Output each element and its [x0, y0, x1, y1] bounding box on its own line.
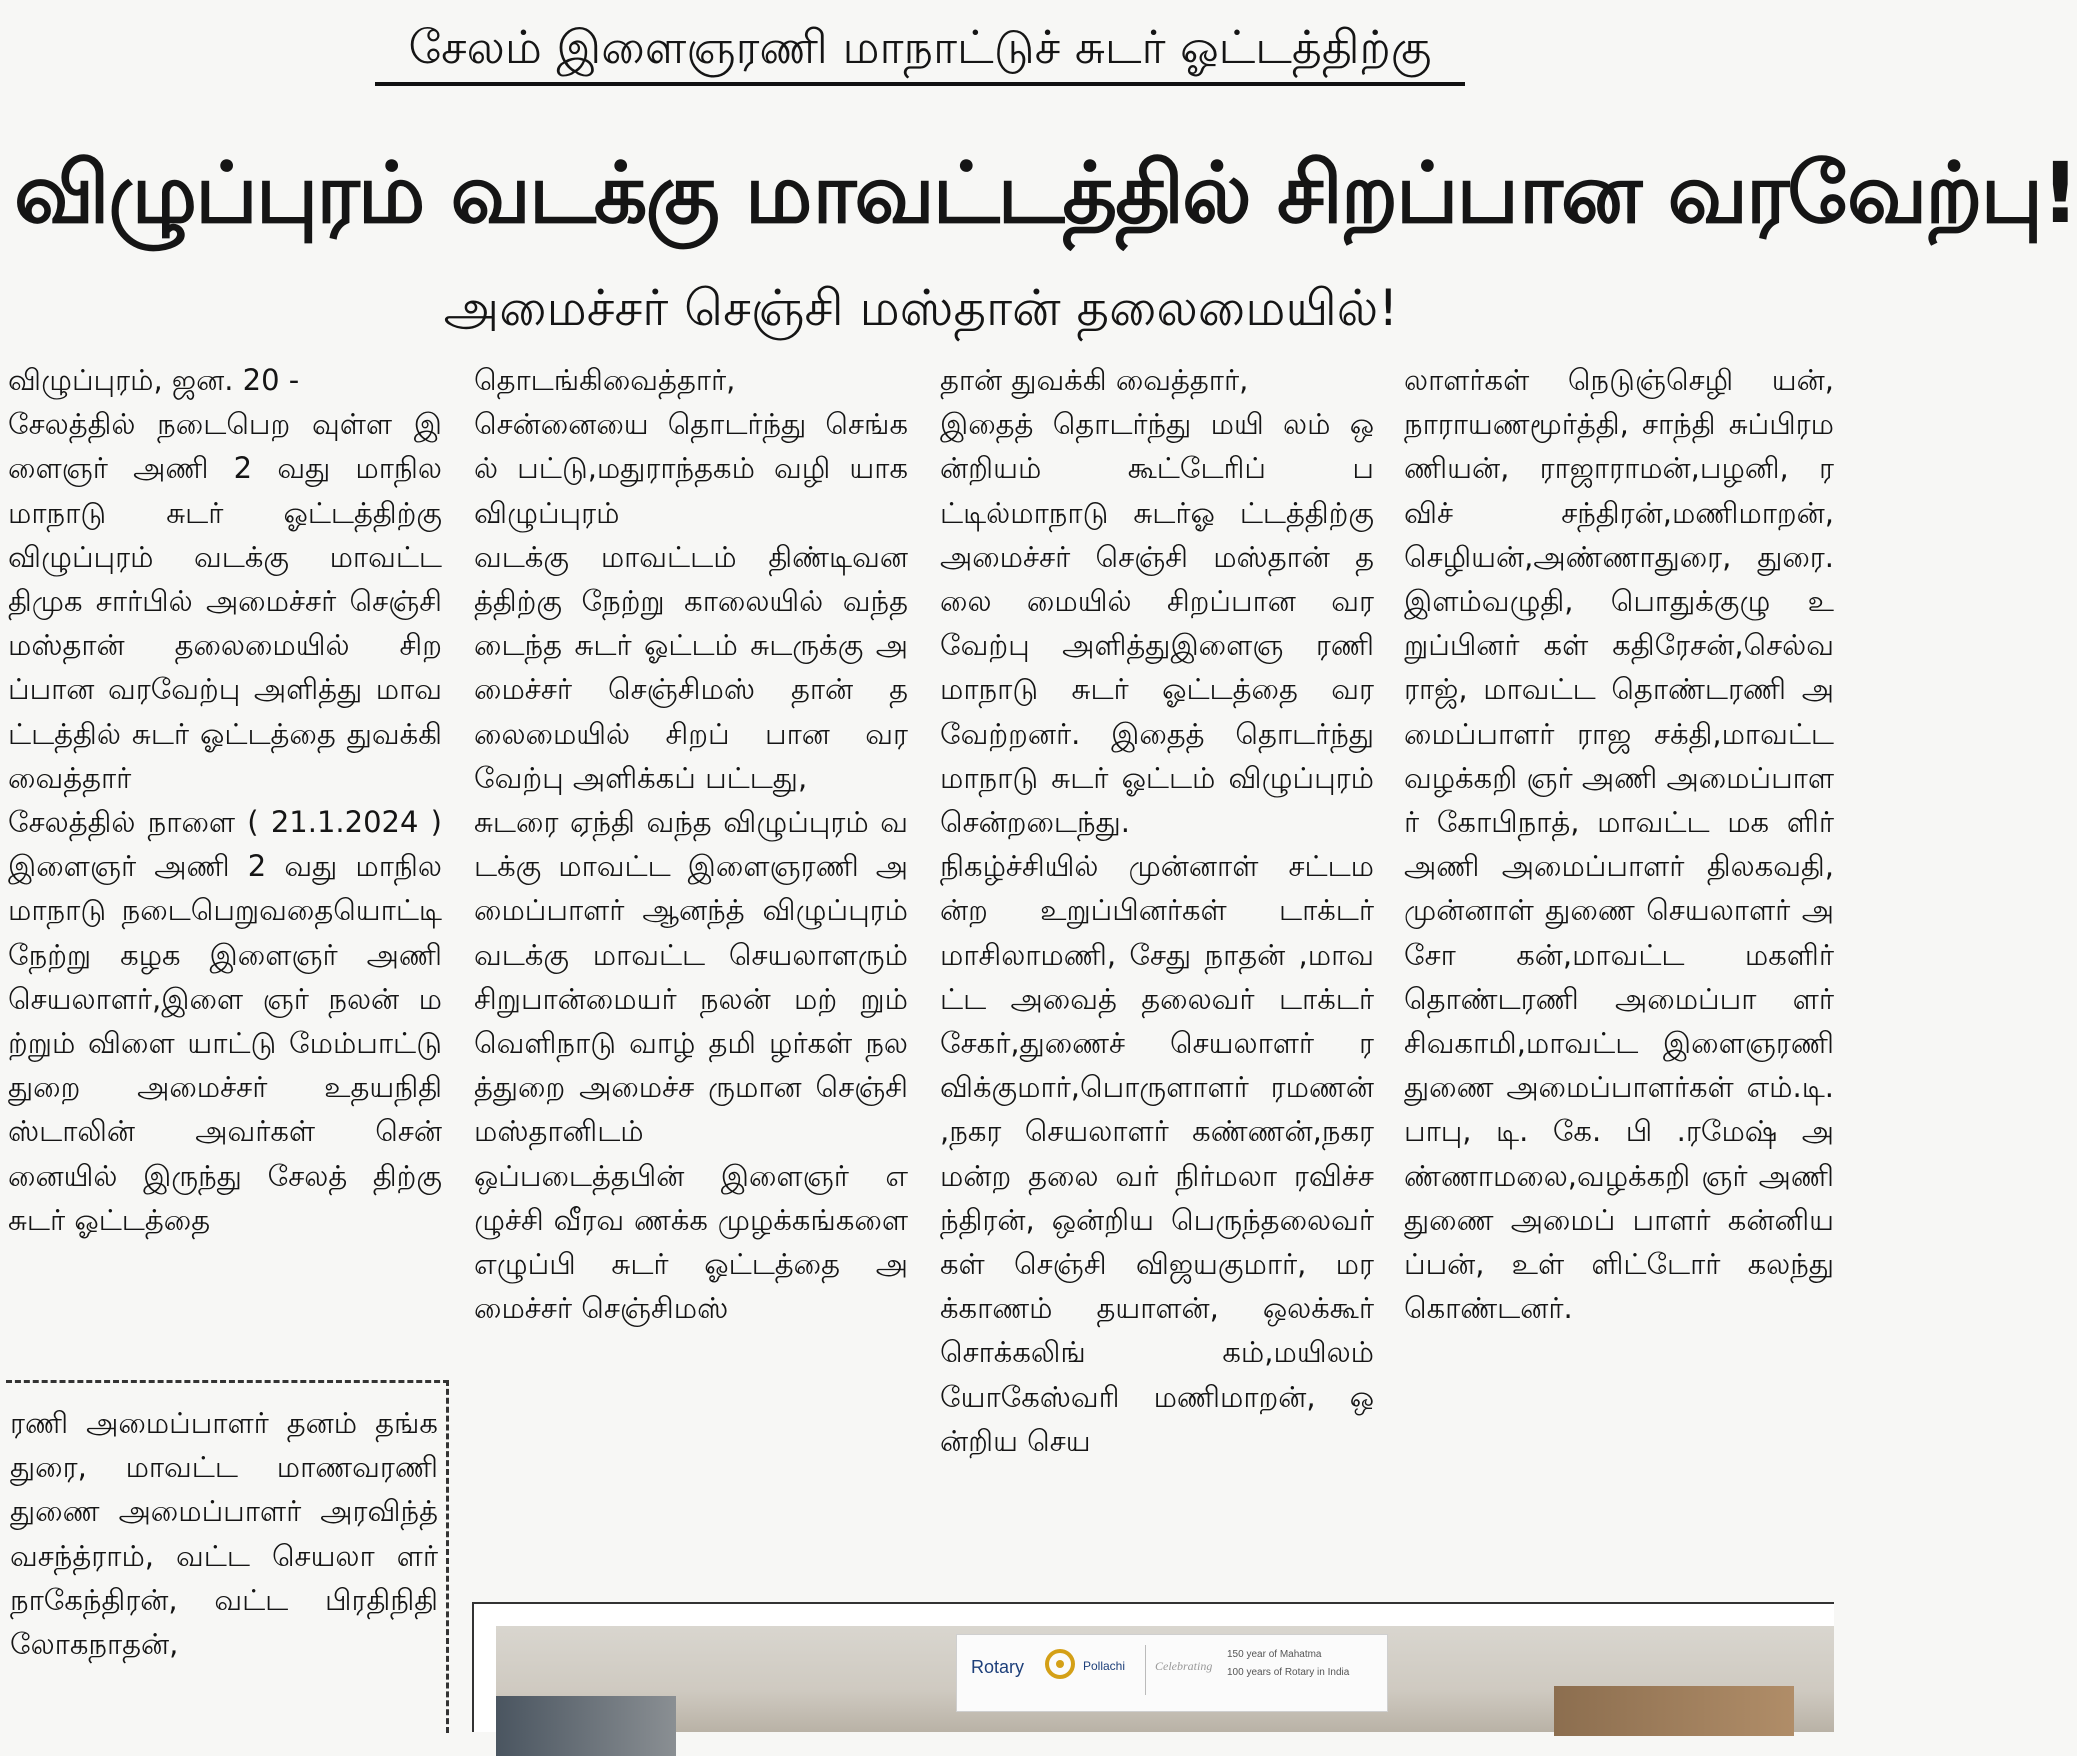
continued-text-box	[6, 1380, 449, 1733]
article-column-1	[8, 358, 442, 1364]
column-2-text: தொடங்கிவைத்தார், சென்னையை தொடர்ந்து செங்கல் பட்டு,மதுராந்தகம் வழி யாக விழுப்புரம் வடக்கு மாவட்டம் திண்டிவனத்திற்கு நேற்று காலையில் வந்தடைந்த சுடர் ஓட்டம் சுடருக்கு அமைச்சர் செஞ்சிமஸ் தான் தலைமையில் சிறப் பான வரவேற்பு அளிக்கப் பட்டது, சுடரை ஏந்தி வந்த விழுப்புரம் வடக்கு மாவட்ட இளைஞரணி அமைப்பாளர் ஆனந்த் விழுப்புரம் வடக்கு மாவட்ட செயலாளரும் சிறுபான்மையர் நலன் மற் றும் வெளிநாடு வாழ் தமி ழர்கள் நலத்துறை அமைச்ச ருமான செஞ்சி மஸ்தானிடம் ஒப்படைத்தபின் இளைஞர் எழுச்சி வீரவ ணக்க முழக்கங்களை எழுப்பி சுடர் ஓட்டத்தை அமைச்சர் செஞ்சிமஸ்	[474, 363, 908, 1326]
banner-divider	[1145, 1645, 1146, 1695]
photo-background-left	[496, 1696, 676, 1756]
news-photo-frame	[472, 1602, 1834, 1732]
rotary-wheel-icon	[1045, 1649, 1075, 1679]
banner-line-2: 100 years of Rotary in India	[1227, 1667, 1350, 1678]
article-column-2	[474, 358, 908, 1548]
column-1-text: விழுப்புரம், ஜன. 20 - சேலத்தில் நடைபெற வுள்ள இளைஞர் அணி 2 வது மாநில மாநாடு சுடர் ஓட்டத்திற்கு விழுப்புரம் வடக்கு மாவட்ட திமுக சார்பில் அமைச்சர் செஞ்சி மஸ்தான் தலைமையில் சிறப்பான வரவேற்பு அளித்து மாவட்டத்தில் சுடர் ஓட்டத்தை துவக்கி வைத்தார் சேலத்தில் நாளை ( 21.1.2024 ) இளைஞர் அணி 2 வது மாநில மாநாடு நடைபெறுவதையொட்டி நேற்று கழக இளைஞர் அணி செயலாளர்,இளை ஞர் நலன் மற்றும் விளை யாட்டு மேம்பாட்டு துறை அமைச்சர் உதயநிதி ஸ்டாலின் அவர்கள் சென் னையில் இருந்து சேலத் திற்கு சுடர் ஓட்டத்தை	[8, 363, 442, 1237]
rotary-label: Rotary	[971, 1657, 1025, 1677]
news-photo	[496, 1626, 1834, 1732]
photo-shelf	[1554, 1686, 1794, 1736]
kicker-heading: சேலம் இளைஞரணி மாநாட்டுச் சுடர் ஓட்டத்திற்கு	[375, 12, 1465, 86]
banner-celebrating: Celebrating	[1155, 1659, 1213, 1673]
subheadline: அமைச்சர் செஞ்சி மஸ்தான் தலைமையில்!	[443, 279, 1399, 337]
article-column-3	[940, 358, 1374, 1548]
continued-text: ரணி அமைப்பாளர் தனம் தங்கதுரை, மாவட்ட மாணவரணி துணை அமைப்பாளர் அரவிந்த் வசந்த்ராம், வட்ட செயலா ளர் நாகேந்திரன், வட்ட பிரதிநிதி லோகநாதன்,	[10, 1406, 438, 1662]
article-column-4	[1404, 358, 1834, 1558]
headline: விழுப்புரம் வடக்கு மாவட்டத்தில் சிறப்பான வரவேற்பு!	[14, 144, 2077, 242]
column-3-text: தான் துவக்கி வைத்தார், இதைத் தொடர்ந்து மயி லம் ஒன்றியம் கூட்டேரிப் பட்டில்மாநாடு சுடர்ஓ ட்டத்திற்கு அமைச்சர் செஞ்சி மஸ்தான் தலை மையில் சிறப்பான வர வேற்பு அளித்துஇளைஞ ரணி மாநாடு சுடர் ஓட்டத்தை வரவேற்றனர். இதைத் தொடர்ந்து மாநாடு சுடர் ஓட்டம் விழுப்புரம் சென்றடைந்து. நிகழ்ச்சியில் முன்னாள் சட்டமன்ற உறுப்பினர்கள் டாக்டர் மாசிலாமணி, சேது நாதன் ,மாவட்ட அவைத் தலைவர் டாக்டர் சேகர்,துணைச் செயலாளர் ரவிக்குமார்,பொருளாளர் ரமணன் ,நகர செயலாளர் கண்ணன்,நகர மன்ற தலை வர் நிர்மலா ரவிச்சந்திரன், ஒன்றிய பெருந்தலைவர் கள் செஞ்சி விஜயகுமார், மரக்காணம் தயாளன், ஒலக்கூர் சொக்கலிங் கம்,மயிலம் யோகேஸ்வரி மணிமாறன், ஒன்றிய செய	[940, 363, 1374, 1458]
column-4-text: லாளர்கள் நெடுஞ்செழி யன்,நாராயணமூர்த்தி, சாந்தி சுப்பிரமணியன், ராஜாராமன்,பழனி, ரவிச் சந்திரன்,மணிமாறன், செழியன்,அண்ணாதுரை, துரை. இளம்வழுதி, பொதுக்குழு உறுப்பினர் கள் கதிரேசன்,செல்வராஜ், மாவட்ட தொண்டரணி அமைப்பாளர் ராஜ சக்தி,மாவட்ட வழக்கறி ஞர் அணி அமைப்பாளர் கோபிநாத், மாவட்ட மக ளிர் அணி அமைப்பாளர் திலகவதி, முன்னாள் துணை செயலாளர் அசோ கன்,மாவட்ட மகளிர் தொண்டரணி அமைப்பா ளர் சிவகாமி,மாவட்ட இளைஞரணி துணை அமைப்பாளர்கள் எம்.டி. பாபு, டி. கே. பி .ரமேஷ் அண்ணாமலை,வழக்கறி ஞர் அணி துணை அமைப் பாளர் கன்னியப்பன், உள் ளிட்டோர் கலந்து கொண்டனர்.	[1404, 363, 1834, 1326]
rotary-banner	[956, 1634, 1388, 1712]
banner-line-1: 150 year of Mahatma	[1227, 1649, 1322, 1660]
banner-city: Pollachi	[1083, 1659, 1126, 1673]
